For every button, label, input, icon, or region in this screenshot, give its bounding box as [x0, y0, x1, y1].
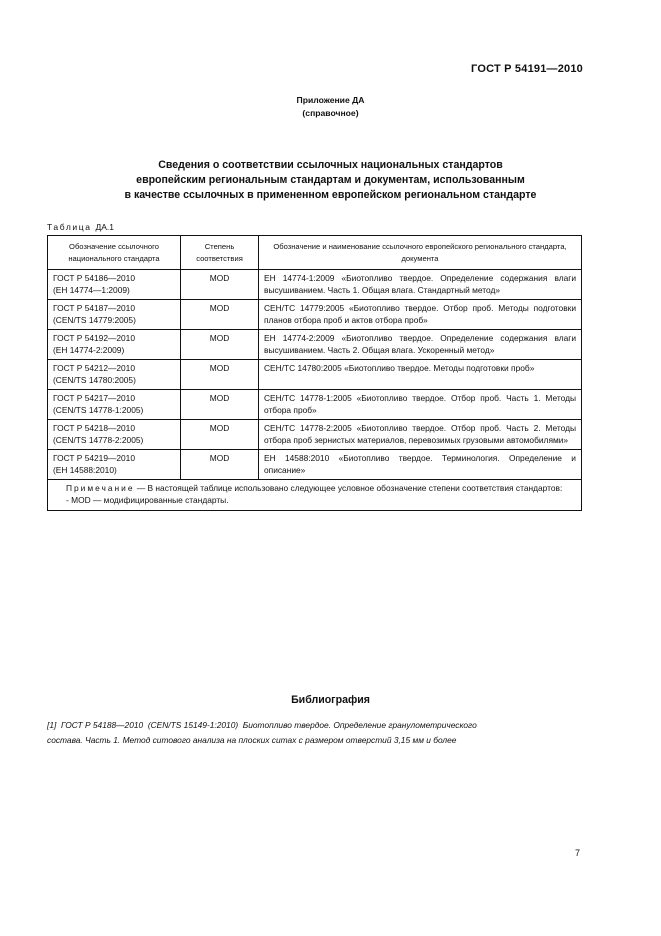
column-header-national: Обозначение ссылочного национального стандарта: [48, 236, 181, 270]
bibliography-entry: [47, 718, 581, 748]
degree-cell: MOD: [181, 450, 259, 480]
column-header-european: Обозначение и наименование ссылочного европейского регионального стандарта, документа: [259, 236, 582, 270]
european-standard-cell: СЕН/ТС 14779:2005 «Биотопливо твердое. Отбор проб. Методы подготовки планов отбора проб и актов отбора проб»: [259, 300, 582, 330]
section-title-line: Сведения о соответствии ссылочных национальных стандартов: [158, 159, 503, 171]
appendix-heading: [0, 94, 661, 120]
section-title-line: в качестве ссылочных в примененном европейском региональном стандарте: [124, 189, 537, 201]
national-standard-cell: ГОСТ Р 54212—2010 (CEN/TS 14780:2005): [48, 360, 181, 390]
section-title: [0, 158, 661, 203]
table-note-row: [48, 480, 582, 511]
degree-cell: MOD: [181, 270, 259, 300]
note-item: - MOD — модифицированные стандарты.: [66, 494, 229, 505]
table-row: [48, 300, 582, 330]
bibliography-entry-line: [1] ГОСТ Р 54188—2010 (CEN/TS 15149-1:2010) Биотопливо твердое. Определение гранулометрического: [47, 720, 477, 730]
table-row: [48, 360, 582, 390]
degree-cell: MOD: [181, 360, 259, 390]
national-standard-cell: ГОСТ Р 54218—2010 (CEN/TS 14778-2:2005): [48, 420, 181, 450]
bibliography-entry-line: состава. Часть 1. Метод ситового анализа на плоских ситах с размером отверстий 3,15 мм и более: [47, 735, 457, 745]
degree-cell: MOD: [181, 420, 259, 450]
national-standard-cell: ГОСТ Р 54186—2010 (ЕН 14774—1:2009): [48, 270, 181, 300]
table-label-number: ДА.1: [95, 222, 115, 232]
national-standard-cell: ГОСТ Р 54192—2010 (ЕН 14774-2:2009): [48, 330, 181, 360]
table-row: [48, 450, 582, 480]
table-label-word: Таблица: [47, 222, 92, 232]
table-label: [47, 222, 114, 232]
note-text: — В настоящей таблице использовано следующее условное обозначение степени соответствия стандартов:: [136, 483, 563, 493]
bibliography-title: Библиография: [291, 694, 370, 706]
correspondence-table: [47, 235, 582, 511]
european-standard-cell: ЕН 14774-1:2009 «Биотопливо твердое. Определение содержания влаги высушиванием. Часть 1. Общая влага. Стандартный метод»: [259, 270, 582, 300]
table-header-row: [48, 236, 582, 270]
table-row: [48, 390, 582, 420]
appendix-title: Приложение ДА: [296, 95, 365, 105]
european-standard-cell: СЕН/ТС 14778-1:2005 «Биотопливо твердое. Отбор проб. Часть 1. Методы отбора проб»: [259, 390, 582, 420]
european-standard-cell: СЕН/ТС 14780:2005 «Биотопливо твердое. Методы подготовки проб»: [259, 360, 582, 390]
degree-cell: MOD: [181, 390, 259, 420]
page-number: 7: [575, 848, 581, 858]
national-standard-cell: ГОСТ Р 54217—2010 (CEN/TS 14778-1:2005): [48, 390, 181, 420]
degree-cell: MOD: [181, 300, 259, 330]
table-row: [48, 270, 582, 300]
european-standard-cell: ЕН 14588:2010 «Биотопливо твердое. Терминология. Определение и описание»: [259, 450, 582, 480]
table-row: [48, 420, 582, 450]
column-header-degree: Степень соответствия: [181, 236, 259, 270]
appendix-subtitle: (справочное): [302, 108, 359, 118]
table-note: [48, 480, 582, 511]
degree-cell: MOD: [181, 330, 259, 360]
european-standard-cell: ЕН 14774-2:2009 «Биотопливо твердое. Определение содержания влаги высушиванием. Часть 2. Общая влага. Ускоренный метод»: [259, 330, 582, 360]
national-standard-cell: ГОСТ Р 54187—2010 (CEN/TS 14779:2005): [48, 300, 181, 330]
document-header: ГОСТ Р 54191—2010: [471, 63, 583, 75]
section-title-line: европейским региональным стандартам и документам, использованным: [136, 174, 525, 186]
note-label: Примечание: [66, 483, 135, 493]
national-standard-cell: ГОСТ Р 54219—2010 (ЕН 14588:2010): [48, 450, 181, 480]
table-row: [48, 330, 582, 360]
european-standard-cell: СЕН/ТС 14778-2:2005 «Биотопливо твердое. Отбор проб. Часть 2. Методы отбора проб зернистых материалов, перевозимых грузовыми автомобилями»: [259, 420, 582, 450]
